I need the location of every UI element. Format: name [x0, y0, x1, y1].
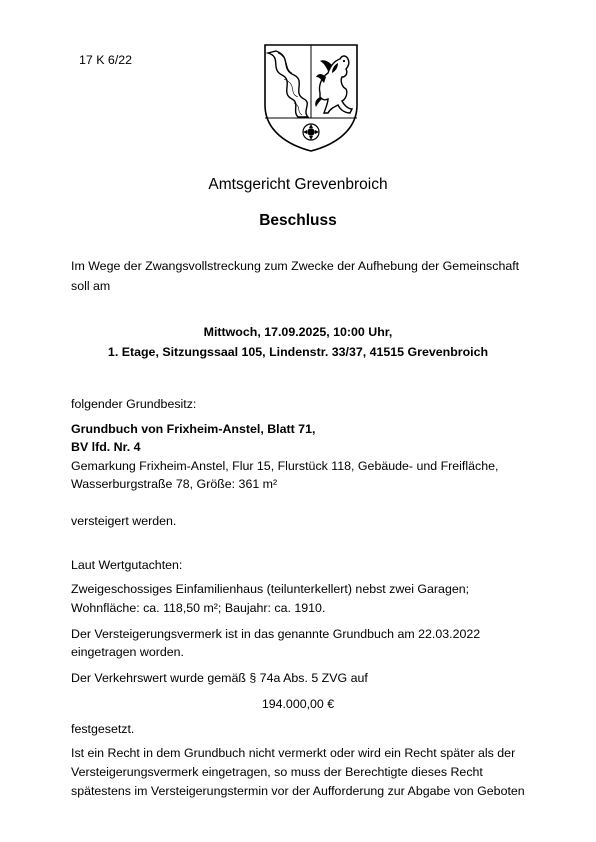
- property-description-line-1: Gemarkung Frixheim-Anstel, Flur 15, Flurstück 118, Gebäude- und Freifläche,: [71, 459, 499, 473]
- notice-line-3: spätestens im Versteigerungstermin vor der Aufforderung zur Abgabe von Geboten: [71, 784, 525, 798]
- market-value-fixed: festgesetzt.: [71, 722, 135, 736]
- document-title: Beschluss: [259, 212, 337, 229]
- auction-location: 1. Etage, Sitzungssaal 105, Lindenstr. 33/37, 41515 Grevenbroich: [107, 345, 489, 359]
- appraisal-line-2: Wohnfläche: ca. 118,50 m²; Baujahr: ca. 1910.: [71, 601, 326, 615]
- bv-number: BV lfd. Nr. 4: [71, 440, 141, 454]
- registration-line-2: eingetragen worden.: [71, 645, 184, 659]
- coat-of-arms-emblem: [262, 43, 360, 153]
- market-value-intro: Der Verkehrswert wurde gemäß § 74a Abs. 5 ZVG auf: [71, 671, 368, 685]
- land-register: Grundbuch von Frixheim-Anstel, Blatt 71,: [71, 422, 316, 436]
- intro-line-2: soll am: [71, 279, 111, 293]
- notice-line-1: Ist ein Recht in dem Grundbuch nicht vermerkt oder wird ein Recht später als der: [71, 746, 516, 760]
- appraisal-label: Laut Wertgutachten:: [71, 558, 183, 572]
- intro-line-1: Im Wege der Zwangsvollstreckung zum Zwecke der Aufhebung der Gemeinschaft: [71, 259, 520, 273]
- market-value-amount: 194.000,00 €: [261, 697, 335, 711]
- auctioned-statement: versteigert werden.: [71, 514, 177, 528]
- file-number: 17 K 6/22: [79, 53, 133, 67]
- auction-date: Mittwoch, 17.09.2025, 10:00 Uhr,: [203, 325, 393, 339]
- registration-line-1: Der Versteigerungsvermerk ist in das genannte Grundbuch am 22.03.2022: [71, 627, 481, 641]
- appraisal-line-1: Zweigeschossiges Einfamilienhaus (teilunterkellert) nebst zwei Garagen;: [71, 582, 470, 596]
- property-description-line-2: Wasserburgstraße 78, Größe: 361 m²: [71, 477, 278, 491]
- notice-line-2: Versteigerungsvermerk eingetragen, so muss der Berechtigte dieses Recht: [71, 765, 483, 779]
- court-name: Amtsgericht Grevenbroich: [208, 176, 388, 193]
- property-label: folgender Grundbesitz:: [71, 397, 197, 411]
